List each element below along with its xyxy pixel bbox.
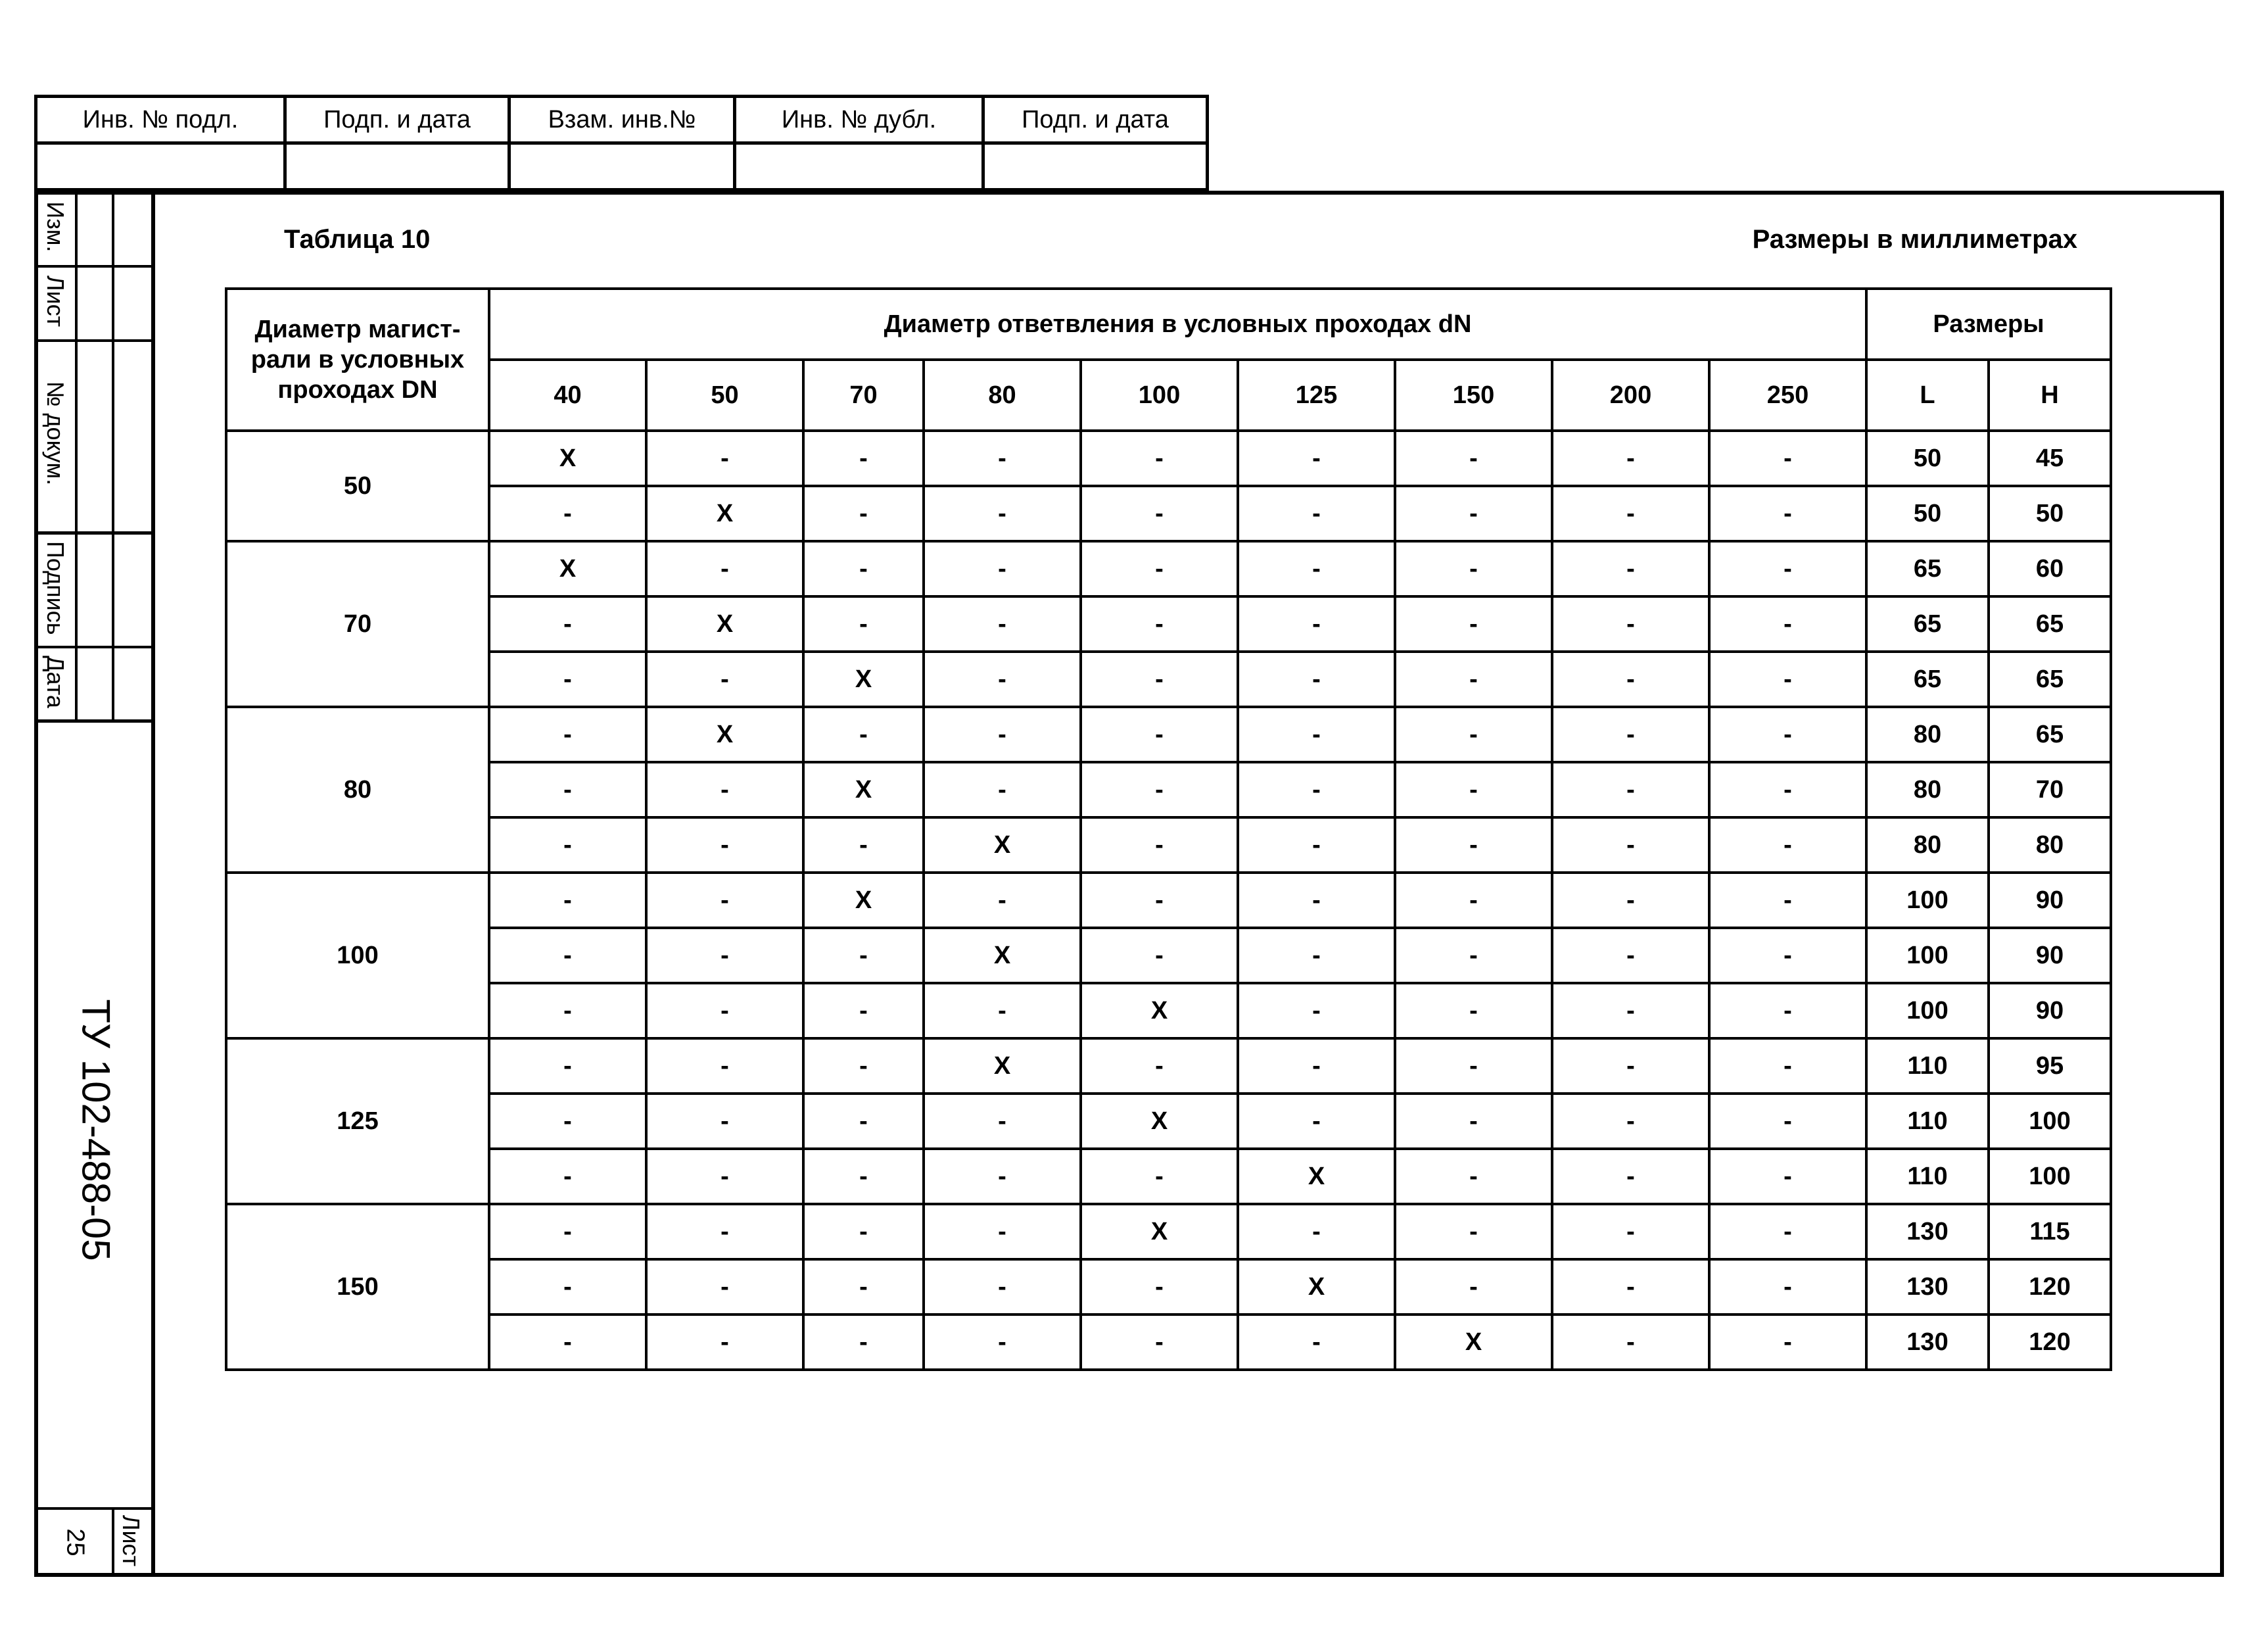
branch-mark-cell: - bbox=[646, 1204, 803, 1259]
branch-mark-cell: - bbox=[1709, 1038, 1866, 1094]
branch-mark-cell: - bbox=[1552, 707, 1709, 762]
branch-mark-cell: X bbox=[1081, 1204, 1238, 1259]
branch-mark-cell: X bbox=[803, 762, 924, 817]
strip-divider bbox=[34, 531, 153, 535]
stamp-header: Подп. и дата bbox=[983, 97, 1208, 143]
stamp-header: Инв. № дубл. bbox=[735, 97, 983, 143]
size-h-cell: 65 bbox=[1989, 652, 2111, 707]
branch-mark-cell: - bbox=[803, 431, 924, 486]
branch-mark-cell: - bbox=[1709, 1149, 1866, 1204]
branch-mark-cell: - bbox=[803, 1149, 924, 1204]
branch-mark-cell: X bbox=[489, 431, 646, 486]
main-diameter-header-line: рали в условных bbox=[250, 346, 465, 374]
main-diameter-cell: 100 bbox=[226, 873, 489, 1038]
branch-mark-cell: - bbox=[646, 1259, 803, 1314]
branch-mark-cell: - bbox=[646, 817, 803, 873]
branch-mark-cell: - bbox=[1709, 652, 1866, 707]
branch-mark-cell: - bbox=[1238, 1314, 1395, 1370]
branch-mark-cell: - bbox=[1552, 817, 1709, 873]
size-l-cell: 65 bbox=[1866, 596, 1989, 652]
size-l-cell: 100 bbox=[1866, 873, 1989, 928]
branch-size-header: 200 bbox=[1552, 360, 1709, 431]
branch-mark-cell: - bbox=[1238, 817, 1395, 873]
strip-divider bbox=[34, 646, 153, 648]
branch-mark-cell: - bbox=[803, 707, 924, 762]
branch-mark-cell: - bbox=[803, 486, 924, 541]
branch-mark-cell: - bbox=[1081, 1149, 1238, 1204]
size-h-cell: 90 bbox=[1989, 873, 2111, 928]
branch-mark-cell: - bbox=[924, 1204, 1081, 1259]
branch-mark-cell: - bbox=[1238, 541, 1395, 596]
branch-mark-cell: - bbox=[924, 541, 1081, 596]
branch-mark-cell: - bbox=[924, 1259, 1081, 1314]
strip-label-date: Дата bbox=[42, 656, 69, 708]
branch-diameter-header: Диаметр ответвления в условных проходах dN bbox=[489, 289, 1866, 360]
branch-mark-cell: - bbox=[1709, 1314, 1866, 1370]
size-col-header: H bbox=[1989, 360, 2111, 431]
table-row bbox=[226, 486, 2111, 541]
branch-mark-cell: - bbox=[803, 1038, 924, 1094]
branch-mark-cell: X bbox=[489, 541, 646, 596]
strip-divider bbox=[34, 339, 153, 342]
branch-mark-cell: - bbox=[489, 1314, 646, 1370]
branch-mark-cell: - bbox=[1709, 1094, 1866, 1149]
branch-size-header: 150 bbox=[1395, 360, 1552, 431]
branch-mark-cell: - bbox=[1238, 486, 1395, 541]
branch-mark-cell: - bbox=[1709, 431, 1866, 486]
branch-mark-cell: - bbox=[489, 1094, 646, 1149]
branch-mark-cell: X bbox=[646, 486, 803, 541]
dimensions-table bbox=[225, 287, 2112, 1371]
branch-mark-cell: - bbox=[1709, 541, 1866, 596]
size-l-cell: 100 bbox=[1866, 983, 1989, 1038]
size-h-cell: 60 bbox=[1989, 541, 2111, 596]
strip-divider bbox=[34, 719, 153, 723]
branch-mark-cell: - bbox=[1395, 873, 1552, 928]
branch-mark-cell: - bbox=[1395, 983, 1552, 1038]
branch-mark-cell: - bbox=[1081, 928, 1238, 983]
top-stamp-table bbox=[34, 95, 1209, 191]
size-h-cell: 45 bbox=[1989, 431, 2111, 486]
branch-mark-cell: - bbox=[646, 652, 803, 707]
branch-mark-cell: - bbox=[924, 1094, 1081, 1149]
branch-mark-cell: - bbox=[489, 1038, 646, 1094]
branch-mark-cell: - bbox=[1238, 707, 1395, 762]
branch-mark-cell: - bbox=[924, 762, 1081, 817]
branch-mark-cell: - bbox=[1081, 596, 1238, 652]
branch-mark-cell: - bbox=[489, 873, 646, 928]
table-body bbox=[226, 431, 2111, 1370]
branch-mark-cell: - bbox=[489, 707, 646, 762]
size-h-cell: 100 bbox=[1989, 1149, 2111, 1204]
branch-mark-cell: - bbox=[1552, 1038, 1709, 1094]
branch-mark-cell: - bbox=[1709, 596, 1866, 652]
sheet-number: 25 bbox=[61, 1528, 89, 1556]
branch-mark-cell: - bbox=[1238, 596, 1395, 652]
branch-mark-cell: - bbox=[924, 431, 1081, 486]
branch-mark-cell: - bbox=[1395, 1204, 1552, 1259]
branch-mark-cell: - bbox=[924, 1149, 1081, 1204]
branch-mark-cell: - bbox=[1238, 1038, 1395, 1094]
branch-mark-cell: - bbox=[1552, 1259, 1709, 1314]
strip-label-list: Лист bbox=[42, 275, 69, 327]
branch-mark-cell: - bbox=[646, 1314, 803, 1370]
branch-mark-cell: - bbox=[1709, 486, 1866, 541]
branch-size-header: 125 bbox=[1238, 360, 1395, 431]
branch-mark-cell: - bbox=[1395, 762, 1552, 817]
branch-mark-cell: - bbox=[1238, 873, 1395, 928]
branch-mark-cell: - bbox=[489, 652, 646, 707]
branch-mark-cell: - bbox=[803, 1204, 924, 1259]
branch-mark-cell: X bbox=[646, 707, 803, 762]
branch-mark-cell: - bbox=[489, 1259, 646, 1314]
table-row bbox=[226, 873, 2111, 928]
main-diameter-cell: 50 bbox=[226, 431, 489, 541]
branch-mark-cell: - bbox=[1238, 1094, 1395, 1149]
units-caption: Размеры в миллиметрах bbox=[1752, 225, 2077, 254]
table-row bbox=[226, 1204, 2111, 1259]
branch-mark-cell: - bbox=[489, 1204, 646, 1259]
branch-mark-cell: - bbox=[1552, 1314, 1709, 1370]
size-l-cell: 100 bbox=[1866, 928, 1989, 983]
table-row bbox=[226, 817, 2111, 873]
strip-label-izm: Изм. bbox=[42, 201, 69, 253]
main-diameter-header bbox=[226, 289, 489, 431]
branch-mark-cell: - bbox=[1081, 707, 1238, 762]
branch-mark-cell: - bbox=[1552, 873, 1709, 928]
branch-size-header: 40 bbox=[489, 360, 646, 431]
size-h-cell: 115 bbox=[1989, 1204, 2111, 1259]
branch-mark-cell: - bbox=[1395, 928, 1552, 983]
table-row bbox=[226, 983, 2111, 1038]
branch-mark-cell: - bbox=[1395, 1094, 1552, 1149]
branch-mark-cell: - bbox=[1709, 873, 1866, 928]
size-l-cell: 50 bbox=[1866, 431, 1989, 486]
branch-mark-cell: - bbox=[1395, 817, 1552, 873]
branch-mark-cell: - bbox=[489, 486, 646, 541]
size-h-cell: 90 bbox=[1989, 983, 2111, 1038]
branch-mark-cell: - bbox=[924, 983, 1081, 1038]
table-row bbox=[226, 707, 2111, 762]
strip-label-doc-number: № докум. bbox=[42, 381, 69, 486]
stamp-header: Инв. № подл. bbox=[36, 97, 285, 143]
branch-mark-cell: - bbox=[1238, 652, 1395, 707]
branch-mark-cell: - bbox=[1238, 431, 1395, 486]
branch-mark-cell: - bbox=[924, 873, 1081, 928]
main-diameter-header-line: проходах DN bbox=[277, 376, 438, 404]
branch-mark-cell: - bbox=[1552, 431, 1709, 486]
branch-mark-cell: - bbox=[803, 541, 924, 596]
main-diameter-header-line: Диаметр магист- bbox=[254, 316, 461, 343]
branch-mark-cell: - bbox=[924, 596, 1081, 652]
main-diameter-cell: 125 bbox=[226, 1038, 489, 1204]
branch-mark-cell: - bbox=[1395, 486, 1552, 541]
branch-mark-cell: X bbox=[1081, 1094, 1238, 1149]
branch-mark-cell: - bbox=[803, 1259, 924, 1314]
branch-mark-cell: X bbox=[803, 652, 924, 707]
branch-mark-cell: - bbox=[1709, 1259, 1866, 1314]
branch-mark-cell: - bbox=[1552, 983, 1709, 1038]
table-row bbox=[226, 1259, 2111, 1314]
branch-mark-cell: - bbox=[1081, 431, 1238, 486]
stamp-cell bbox=[735, 143, 983, 190]
sheet-label: Лист bbox=[118, 1514, 145, 1567]
branch-mark-cell: - bbox=[1395, 431, 1552, 486]
size-h-cell: 70 bbox=[1989, 762, 2111, 817]
branch-mark-cell: - bbox=[1238, 762, 1395, 817]
strip-divider bbox=[112, 191, 114, 720]
size-l-cell: 50 bbox=[1866, 486, 1989, 541]
size-l-cell: 130 bbox=[1866, 1314, 1989, 1370]
size-h-cell: 120 bbox=[1989, 1259, 2111, 1314]
size-h-cell: 120 bbox=[1989, 1314, 2111, 1370]
size-h-cell: 50 bbox=[1989, 486, 2111, 541]
branch-size-header: 100 bbox=[1081, 360, 1238, 431]
branch-mark-cell: - bbox=[489, 928, 646, 983]
branch-mark-cell: - bbox=[646, 983, 803, 1038]
strip-divider bbox=[112, 1507, 114, 1576]
stamp-cell bbox=[983, 143, 1208, 190]
branch-mark-cell: - bbox=[1709, 817, 1866, 873]
table-row bbox=[226, 1094, 2111, 1149]
strip-divider bbox=[34, 1507, 153, 1510]
branch-mark-cell: - bbox=[1081, 1259, 1238, 1314]
branch-mark-cell: - bbox=[646, 873, 803, 928]
table-row bbox=[226, 1314, 2111, 1370]
branch-mark-cell: - bbox=[1552, 1149, 1709, 1204]
branch-mark-cell: - bbox=[1081, 486, 1238, 541]
branch-mark-cell: - bbox=[646, 1038, 803, 1094]
branch-mark-cell: - bbox=[646, 762, 803, 817]
branch-mark-cell: - bbox=[803, 983, 924, 1038]
table-row bbox=[226, 762, 2111, 817]
branch-mark-cell: - bbox=[646, 1094, 803, 1149]
branch-mark-cell: X bbox=[1395, 1314, 1552, 1370]
branch-mark-cell: - bbox=[489, 817, 646, 873]
table-row bbox=[226, 596, 2111, 652]
size-l-cell: 130 bbox=[1866, 1204, 1989, 1259]
branch-mark-cell: - bbox=[489, 1149, 646, 1204]
branch-mark-cell: - bbox=[803, 928, 924, 983]
branch-mark-cell: X bbox=[924, 817, 1081, 873]
branch-mark-cell: - bbox=[924, 707, 1081, 762]
table-row bbox=[226, 652, 2111, 707]
branch-mark-cell: - bbox=[1081, 762, 1238, 817]
branch-size-header: 250 bbox=[1709, 360, 1866, 431]
branch-mark-cell: - bbox=[924, 486, 1081, 541]
size-l-cell: 80 bbox=[1866, 817, 1989, 873]
branch-mark-cell: - bbox=[803, 817, 924, 873]
branch-mark-cell: - bbox=[489, 762, 646, 817]
stamp-cell bbox=[36, 143, 285, 190]
branch-mark-cell: - bbox=[1395, 707, 1552, 762]
size-l-cell: 80 bbox=[1866, 762, 1989, 817]
main-diameter-cell: 70 bbox=[226, 541, 489, 707]
table-title: Таблица 10 bbox=[284, 225, 431, 254]
branch-mark-cell: - bbox=[489, 596, 646, 652]
main-diameter-cell: 80 bbox=[226, 707, 489, 873]
branch-mark-cell: - bbox=[1081, 817, 1238, 873]
branch-mark-cell: - bbox=[1238, 983, 1395, 1038]
size-h-cell: 95 bbox=[1989, 1038, 2111, 1094]
branch-mark-cell: - bbox=[1081, 652, 1238, 707]
branch-mark-cell: X bbox=[1081, 983, 1238, 1038]
size-h-cell: 65 bbox=[1989, 596, 2111, 652]
branch-mark-cell: - bbox=[1081, 541, 1238, 596]
size-h-cell: 80 bbox=[1989, 817, 2111, 873]
size-h-cell: 65 bbox=[1989, 707, 2111, 762]
branch-mark-cell: - bbox=[1709, 707, 1866, 762]
branch-mark-cell: - bbox=[1709, 983, 1866, 1038]
branch-mark-cell: - bbox=[646, 1149, 803, 1204]
table-row bbox=[226, 1038, 2111, 1094]
branch-mark-cell: - bbox=[1552, 596, 1709, 652]
branch-mark-cell: - bbox=[1395, 652, 1552, 707]
size-l-cell: 130 bbox=[1866, 1259, 1989, 1314]
branch-size-header: 70 bbox=[803, 360, 924, 431]
branch-mark-cell: - bbox=[1081, 873, 1238, 928]
stamp-cell bbox=[285, 143, 509, 190]
table-row bbox=[226, 1149, 2111, 1204]
branch-mark-cell: - bbox=[803, 1314, 924, 1370]
size-l-cell: 110 bbox=[1866, 1094, 1989, 1149]
branch-mark-cell: - bbox=[1238, 928, 1395, 983]
stamp-header: Взам. инв.№ bbox=[509, 97, 735, 143]
branch-mark-cell: - bbox=[489, 983, 646, 1038]
branch-mark-cell: - bbox=[1709, 762, 1866, 817]
size-l-cell: 110 bbox=[1866, 1149, 1989, 1204]
table-row bbox=[226, 541, 2111, 596]
branch-mark-cell: - bbox=[924, 1314, 1081, 1370]
branch-mark-cell: - bbox=[646, 928, 803, 983]
document-code: ТУ 102-488-05 bbox=[74, 999, 118, 1261]
branch-size-header: 50 bbox=[646, 360, 803, 431]
branch-mark-cell: - bbox=[646, 541, 803, 596]
size-h-cell: 100 bbox=[1989, 1094, 2111, 1149]
branch-mark-cell: - bbox=[803, 1094, 924, 1149]
branch-mark-cell: - bbox=[1395, 1038, 1552, 1094]
sizes-header: Размеры bbox=[1866, 289, 2111, 360]
branch-mark-cell: - bbox=[803, 596, 924, 652]
subheader-row bbox=[226, 360, 2111, 431]
stamp-cell bbox=[509, 143, 735, 190]
main-diameter-cell: 150 bbox=[226, 1204, 489, 1370]
branch-mark-cell: - bbox=[1552, 762, 1709, 817]
strip-divider bbox=[34, 265, 153, 268]
branch-mark-cell: X bbox=[803, 873, 924, 928]
branch-mark-cell: - bbox=[1552, 928, 1709, 983]
size-l-cell: 110 bbox=[1866, 1038, 1989, 1094]
branch-mark-cell: - bbox=[1395, 1259, 1552, 1314]
branch-mark-cell: X bbox=[924, 1038, 1081, 1094]
branch-mark-cell: X bbox=[924, 928, 1081, 983]
size-h-cell: 90 bbox=[1989, 928, 2111, 983]
branch-mark-cell: - bbox=[1552, 1094, 1709, 1149]
table-row bbox=[226, 431, 2111, 486]
branch-mark-cell: - bbox=[1552, 541, 1709, 596]
branch-mark-cell: - bbox=[1709, 1204, 1866, 1259]
size-l-cell: 65 bbox=[1866, 652, 1989, 707]
branch-mark-cell: X bbox=[1238, 1149, 1395, 1204]
branch-mark-cell: - bbox=[1238, 1204, 1395, 1259]
branch-mark-cell: - bbox=[1395, 1149, 1552, 1204]
size-l-cell: 65 bbox=[1866, 541, 1989, 596]
branch-mark-cell: X bbox=[646, 596, 803, 652]
branch-mark-cell: X bbox=[1238, 1259, 1395, 1314]
table-row bbox=[226, 928, 2111, 983]
stamp-header: Подп. и дата bbox=[285, 97, 509, 143]
size-col-header: L bbox=[1866, 360, 1989, 431]
branch-mark-cell: - bbox=[1709, 928, 1866, 983]
branch-mark-cell: - bbox=[1395, 541, 1552, 596]
branch-mark-cell: - bbox=[1552, 486, 1709, 541]
strip-divider bbox=[75, 191, 78, 720]
branch-mark-cell: - bbox=[1081, 1314, 1238, 1370]
branch-mark-cell: - bbox=[1552, 1204, 1709, 1259]
strip-label-signature: Подпись bbox=[42, 541, 69, 635]
branch-mark-cell: - bbox=[646, 431, 803, 486]
branch-mark-cell: - bbox=[1552, 652, 1709, 707]
branch-mark-cell: - bbox=[924, 652, 1081, 707]
branch-mark-cell: - bbox=[1395, 596, 1552, 652]
frame-inner-border bbox=[151, 191, 155, 1577]
size-l-cell: 80 bbox=[1866, 707, 1989, 762]
branch-size-header: 80 bbox=[924, 360, 1081, 431]
branch-mark-cell: - bbox=[1081, 1038, 1238, 1094]
